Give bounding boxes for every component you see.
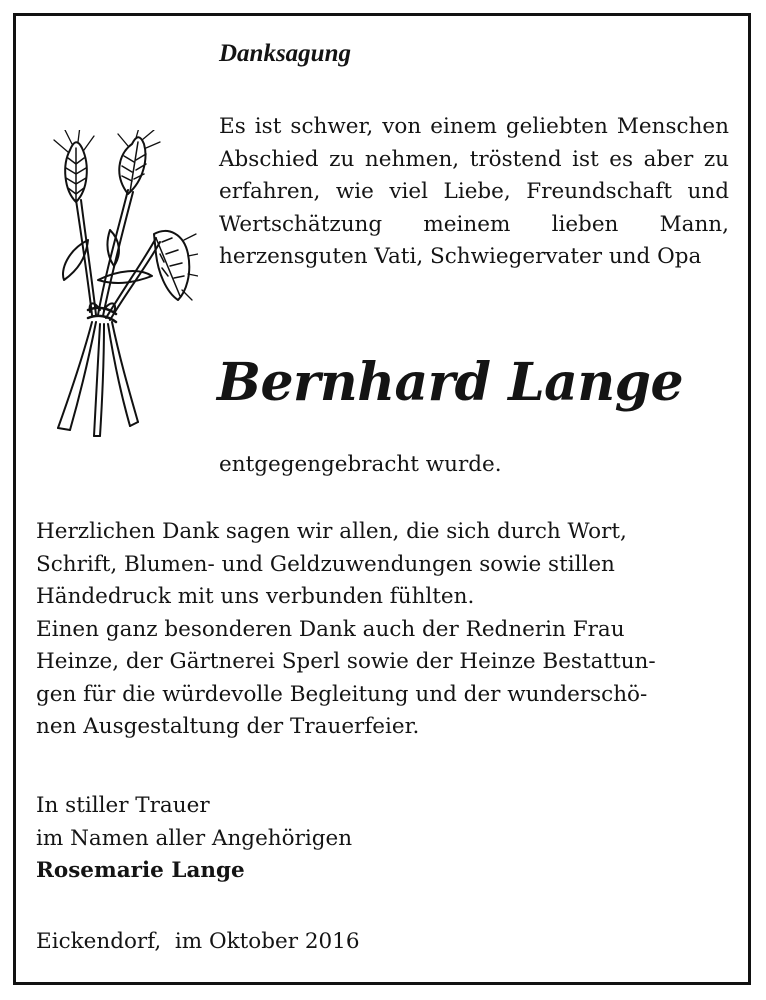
signoff-mourning: In stiller Trauer (36, 793, 210, 818)
deceased-name: Bernhard Lange (217, 352, 684, 413)
signoff-block (36, 790, 352, 888)
signoff-relatives: im Namen aller Angehörigen (36, 825, 353, 851)
thanks-line: Schrift, Blumen- und Geldzuwendungen sowie stillen (36, 551, 615, 577)
thanks-paragraph (36, 516, 729, 744)
thanks-line: Herzlichen Dank sagen wir allen, die sich durch Wort, (36, 519, 627, 544)
thanks-line: nen Ausgestaltung der Trauerfeier. (36, 714, 420, 739)
signer-name: Rosemarie Lange (36, 858, 245, 883)
thanks-line: Heinze, der Gärtnerei Sperl sowie der Heinze Bestattun- (36, 649, 656, 674)
thanks-line: Händedruck mit uns verbunden fühlten. (36, 584, 475, 609)
place-date: Eickendorf, im Oktober 2016 (36, 929, 360, 954)
notice-heading: Danksagung (219, 40, 351, 67)
thanks-line: Einen ganz besonderen Dank auch der Rednerin Frau (36, 616, 625, 642)
thanks-line: gen für die würdevolle Begleitung und der wunderschö- (36, 681, 648, 707)
intro-closing: entgegengebracht wurde. (219, 452, 502, 477)
intro-paragraph: Es ist schwer, von einem geliebten Menschen Abschied zu nehmen, tröstend ist es aber zu erfahren, wie viel Liebe, Freundschaft und Wertschätzung meinem lieben Mann, herzensguten Vati, Schwiegervater und Opa (219, 114, 729, 269)
wheat-sheaf-icon (48, 130, 198, 440)
